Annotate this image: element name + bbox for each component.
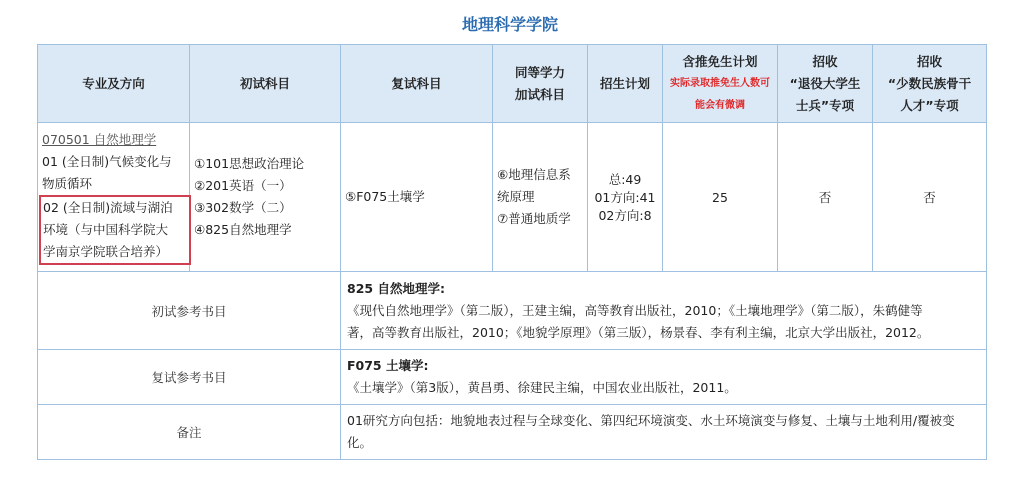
header-row	[38, 45, 987, 123]
header-minority: 招收 “少数民族骨干 人才”专项	[873, 45, 987, 123]
veteran-value: 否	[778, 123, 873, 272]
header-exempt: 含推免生计划 实际录取推免生人数可 能会有微调	[663, 45, 778, 123]
prelim-subjects: ①101思想政治理论 ②201英语（一） ③302数学（二） ④825自然地理学	[190, 123, 341, 272]
page-title: 地理科学学院	[461, 15, 558, 34]
prelim-ref-content: 825 自然地理学: 《现代自然地理学》（第二版），王建主编，高等教育出版社，2010；《土壤地理学》（第二版），朱鹤健等 著，高等教育出版社，2010；《地貌学原理》（第三版），杨景春、李有利主编，北京大学出版社，2012。	[341, 272, 987, 350]
highlighted-direction: 02 (全日制)流域与湖泊 环境（与中国科学院大 学南京学院联合培养）	[39, 195, 191, 265]
equivalent-subjects: ⑥地理信息系 统原理 ⑦普通地质学	[493, 123, 588, 272]
header-equivalent: 同等学力 加试科目	[493, 45, 588, 123]
notes-label: 备注	[38, 405, 341, 460]
prelim-ref-row	[38, 272, 987, 350]
retest-ref-label: 复试参考书目	[38, 350, 341, 405]
header-prelim: 初试科目	[190, 45, 341, 123]
exempt-note: 实际录取推免生人数可	[670, 77, 770, 89]
admission-table	[37, 44, 987, 460]
enrollment-plan: 总:49 01方向:41 02方向:8	[588, 123, 663, 272]
minority-value: 否	[873, 123, 987, 272]
table-row	[38, 123, 987, 272]
notes-content: 01研究方向包括：地貌地表过程与全球变化、第四纪环境演变、水土环境演变与修复、土壤与土地利用/覆被变 化。	[341, 405, 987, 460]
major-code-link[interactable]: 070501 自然地理学	[42, 132, 157, 147]
header-major: 专业及方向	[38, 45, 190, 123]
retest-ref-content: F075 土壤学: 《土壤学》（第3版），黄昌勇、徐建民主编，中国农业出版社，2011。	[341, 350, 987, 405]
prelim-ref-label: 初试参考书目	[38, 272, 341, 350]
major-cell: 070501 自然地理学 01 (全日制)气候变化与 物质循环 02 (全日制)流域与湖泊 环境（与中国科学院大 学南京学院联合培养）	[38, 123, 190, 272]
exempt-count: 25	[663, 123, 778, 272]
header-retest: 复试科目	[341, 45, 493, 123]
notes-row	[38, 405, 987, 460]
header-veteran: 招收 “退役大学生 士兵”专项	[778, 45, 873, 123]
retest-subjects: ⑤F075土壤学	[341, 123, 493, 272]
retest-ref-row	[38, 350, 987, 405]
header-plan: 招生计划	[588, 45, 663, 123]
